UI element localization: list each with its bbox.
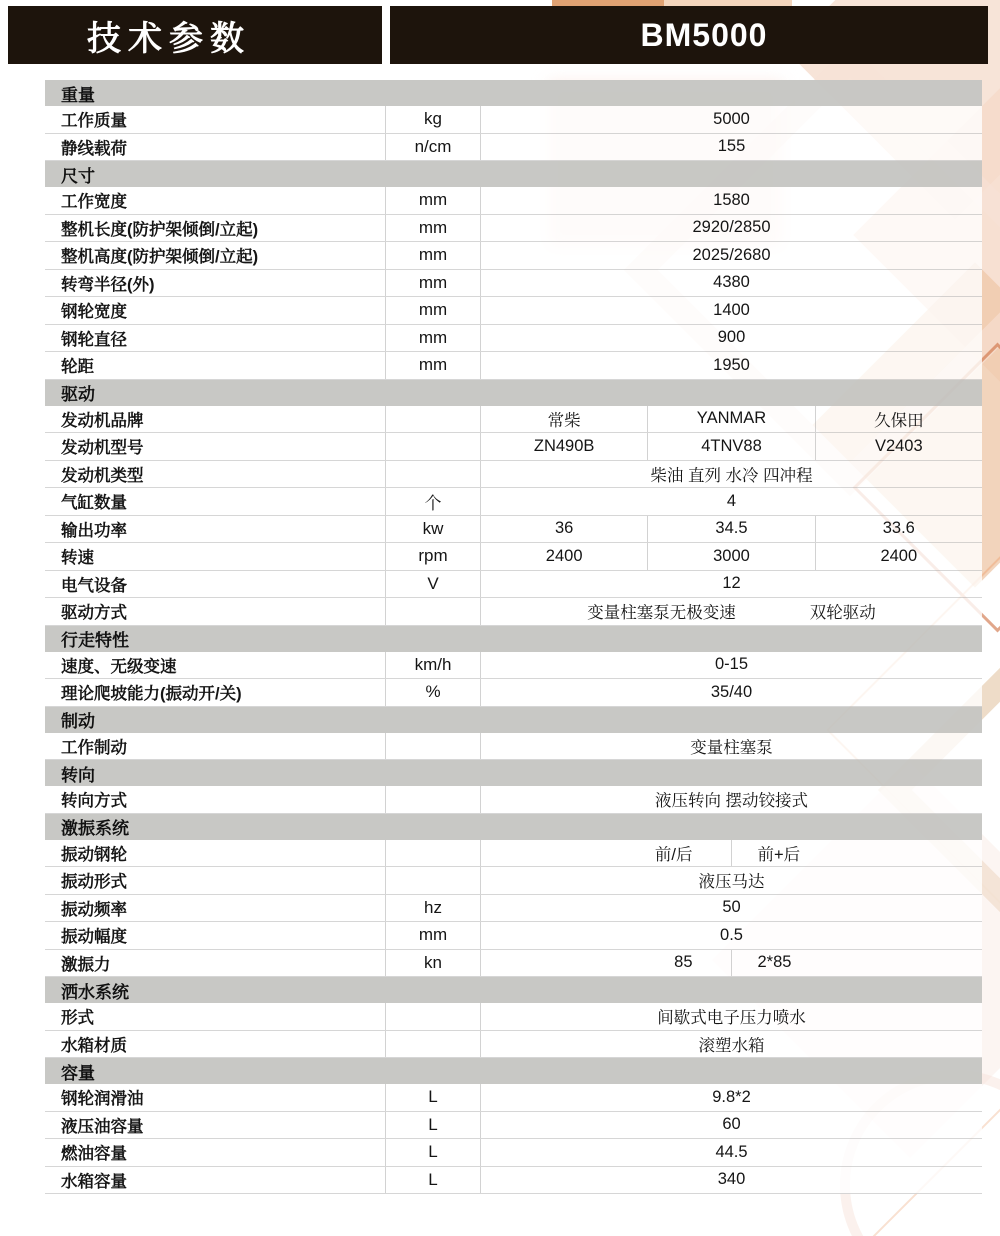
spec-value-col (815, 516, 982, 543)
spec-value (481, 733, 982, 760)
spec-value-text: 33.6 (882, 519, 915, 538)
spec-unit-text: n/cm (414, 136, 452, 156)
spec-label-text: 转向方式 (61, 792, 127, 811)
spec-value-text: 久保田 (874, 411, 924, 430)
spec-value-col (481, 433, 647, 460)
section-title: 尺寸 (61, 166, 95, 186)
spec-value-text: 60 (722, 1115, 741, 1134)
spec-value-text: 50 (722, 898, 741, 917)
spec-unit-text: mm (418, 355, 448, 375)
spec-label (45, 187, 386, 214)
section-header (45, 380, 982, 406)
spec-label (45, 1003, 386, 1030)
section-title: 洒水系统 (61, 982, 129, 1002)
spec-label (45, 652, 386, 679)
spec-unit-text: L (428, 1114, 438, 1134)
spec-unit-text: mm (418, 217, 448, 237)
spec-table (45, 80, 982, 1194)
section-header (45, 977, 982, 1003)
spec-label-text: 形式 (61, 1009, 94, 1028)
spec-value (481, 867, 982, 894)
spec-row (45, 1031, 982, 1059)
spec-row (45, 461, 982, 489)
spec-label-text: 振动钢轮 (61, 845, 127, 864)
spec-value (481, 840, 982, 867)
spec-unit-text: km/h (414, 654, 452, 674)
spec-value (481, 1139, 982, 1166)
spec-label (45, 1167, 386, 1194)
spec-label (45, 270, 386, 297)
spec-label-text: 钢轮润滑油 (61, 1090, 144, 1109)
spec-row (45, 895, 982, 923)
spec-value-text: 1400 (713, 300, 750, 319)
spec-row (45, 1084, 982, 1112)
spec-value-col (647, 543, 814, 570)
spec-value (481, 406, 982, 433)
spec-value-text: 35/40 (710, 682, 753, 701)
spec-label-text: 发动机类型 (61, 466, 144, 485)
spec-unit-text: mm (418, 272, 448, 292)
spec-unit (386, 516, 481, 543)
spec-row (45, 950, 982, 978)
spec-label (45, 134, 386, 161)
spec-unit-text: mm (418, 190, 448, 210)
spec-value-text: 1580 (713, 190, 750, 209)
header-title-box (8, 6, 382, 64)
spec-value (481, 270, 982, 297)
spec-row (45, 840, 982, 868)
spec-value (481, 1003, 982, 1030)
section-title: 制动 (61, 712, 95, 731)
spec-unit (386, 1003, 481, 1030)
spec-value-text: V2403 (874, 436, 923, 455)
spec-row (45, 352, 982, 380)
spec-row (45, 733, 982, 761)
spec-unit (386, 598, 481, 625)
spec-value-text: YANMAR (696, 409, 767, 428)
spec-value-col (647, 406, 814, 433)
spec-unit (386, 571, 481, 598)
spec-label (45, 679, 386, 706)
spec-value-text: 2025/2680 (692, 245, 771, 264)
spec-label (45, 461, 386, 488)
spec-value (481, 598, 982, 625)
spec-value-col (815, 406, 982, 433)
spec-value-text: 12 (722, 574, 741, 593)
spec-value (481, 187, 982, 214)
spec-value-text: 4380 (713, 273, 750, 292)
spec-label-text: 整机长度(防护架倾倒/立起) (61, 220, 259, 239)
spec-value-text: 3000 (713, 546, 750, 565)
spec-label (45, 433, 386, 460)
spec-label-text: 水箱容量 (61, 1172, 127, 1191)
header-model-box (390, 6, 988, 64)
spec-value-text: 1950 (713, 355, 750, 374)
spec-row (45, 652, 982, 680)
spec-label (45, 106, 386, 133)
spec-value (481, 106, 982, 133)
spec-value-col (732, 840, 983, 867)
spec-label-text: 振动幅度 (61, 928, 127, 947)
spec-row (45, 242, 982, 270)
spec-unit (386, 867, 481, 894)
spec-value-text: 2920/2850 (692, 218, 771, 237)
spec-row (45, 187, 982, 215)
section-header (45, 80, 982, 106)
spec-value (481, 543, 982, 570)
spec-row (45, 406, 982, 434)
spec-value (481, 652, 982, 679)
spec-value-col (815, 433, 982, 460)
spec-label (45, 352, 386, 379)
spec-value-text: 5000 (713, 109, 750, 128)
spec-value-text: 柴油 直列 水冷 四冲程 (650, 466, 813, 485)
spec-unit (386, 1167, 481, 1194)
spec-label (45, 543, 386, 570)
spec-value-col (647, 516, 814, 543)
spec-unit-text: mm (418, 925, 448, 945)
spec-label (45, 297, 386, 324)
page-title: 技术参数 (87, 19, 251, 58)
spec-label-text: 钢轮直径 (61, 330, 127, 349)
spec-value (481, 488, 982, 515)
spec-value-text: 34.5 (715, 519, 748, 538)
spec-unit (386, 1031, 481, 1058)
spec-label-text: 工作宽度 (61, 193, 127, 212)
spec-label-text: 气缸数量 (61, 494, 127, 513)
spec-value (481, 1167, 982, 1194)
section-title: 激振系统 (61, 819, 129, 838)
spec-row (45, 215, 982, 243)
spec-value-text: ZN490B (533, 436, 595, 455)
spec-value-text: 9.8*2 (712, 1087, 751, 1106)
spec-label (45, 1139, 386, 1166)
spec-value-text: 间歇式电子压力喷水 (657, 1009, 806, 1028)
spec-unit-text: L (428, 1087, 438, 1107)
spec-value-text: 2400 (880, 546, 918, 565)
spec-row (45, 571, 982, 599)
spec-label (45, 950, 386, 977)
spec-row (45, 106, 982, 134)
spec-value (481, 922, 982, 949)
spec-unit (386, 543, 481, 570)
spec-label-text: 转速 (61, 549, 94, 568)
spec-label-text: 燃油容量 (61, 1145, 127, 1164)
spec-value-text: 前/后 (654, 845, 693, 864)
spec-value (481, 571, 982, 598)
spec-value-text: 变量柱塞泵无极变速 (587, 604, 736, 623)
spec-label-text: 驱动方式 (61, 604, 127, 623)
spec-unit (386, 922, 481, 949)
spec-unit (386, 270, 481, 297)
section-header (45, 161, 982, 187)
spec-unit-text: mm (418, 245, 448, 265)
spec-value-text: 前+后 (757, 845, 801, 864)
spec-label (45, 840, 386, 867)
spec-unit (386, 786, 481, 813)
spec-row (45, 543, 982, 571)
spec-row (45, 1112, 982, 1140)
spec-label (45, 215, 386, 242)
spec-label (45, 598, 386, 625)
spec-value (481, 134, 982, 161)
spec-label-text: 静线载荷 (61, 139, 127, 158)
spec-unit (386, 406, 481, 433)
spec-value-text: 4TNV88 (701, 436, 762, 455)
spec-label (45, 242, 386, 269)
spec-value-text: 0-15 (714, 655, 749, 674)
spec-unit-text: kw (422, 518, 444, 538)
page-header (8, 6, 988, 64)
spec-row (45, 134, 982, 162)
spec-unit (386, 1139, 481, 1166)
spec-unit-text: % (425, 682, 441, 702)
spec-value (481, 679, 982, 706)
spec-value-col (481, 406, 647, 433)
spec-value (481, 895, 982, 922)
spec-label-text: 工作制动 (61, 738, 127, 757)
spec-row (45, 1139, 982, 1167)
section-header (45, 814, 982, 840)
spec-label-text: 转弯半径(外) (61, 275, 155, 294)
spec-value-text: 液压马达 (698, 873, 765, 892)
spec-label (45, 786, 386, 813)
spec-row (45, 922, 982, 950)
spec-label-text: 发动机型号 (61, 439, 144, 458)
spec-value (481, 950, 982, 977)
spec-label-text: 整机高度(防护架倾倒/立起) (61, 248, 259, 267)
spec-unit (386, 134, 481, 161)
spec-value-text: 2*85 (757, 953, 792, 972)
spec-unit (386, 242, 481, 269)
spec-unit (386, 1084, 481, 1111)
spec-unit-text: V (427, 573, 439, 593)
spec-unit (386, 325, 481, 352)
spec-unit-text: L (428, 1142, 438, 1162)
spec-value-text: 滚塑水箱 (698, 1036, 765, 1055)
spec-label-text: 电气设备 (61, 576, 127, 595)
spec-value-text: 155 (717, 137, 746, 156)
spec-value-text: 340 (717, 1170, 746, 1189)
spec-row (45, 679, 982, 707)
spec-label-text: 理论爬坡能力(振动开/关) (61, 685, 242, 704)
spec-label-text: 液压油容量 (61, 1117, 144, 1136)
model-name: BM5000 (640, 16, 768, 53)
spec-label (45, 488, 386, 515)
spec-value-col (481, 543, 647, 570)
spec-row (45, 1003, 982, 1031)
spec-label (45, 867, 386, 894)
spec-row (45, 516, 982, 544)
spec-unit (386, 950, 481, 977)
spec-unit (386, 895, 481, 922)
spec-value (481, 1031, 982, 1058)
spec-value-text: 0.5 (720, 925, 743, 944)
spec-unit (386, 461, 481, 488)
spec-value-text: 85 (674, 953, 693, 972)
spec-row (45, 270, 982, 298)
spec-value-text: 4 (726, 491, 737, 510)
spec-unit-text: kn (424, 952, 442, 972)
spec-label-text: 钢轮宽度 (61, 303, 127, 322)
spec-row (45, 297, 982, 325)
spec-row (45, 433, 982, 461)
spec-value-text: 44.5 (715, 1142, 748, 1161)
spec-label (45, 922, 386, 949)
spec-unit-text: mm (418, 300, 448, 320)
spec-value-text: 900 (717, 328, 746, 347)
section-title: 容量 (61, 1063, 95, 1083)
spec-label-text: 振动频率 (61, 900, 127, 919)
spec-label (45, 895, 386, 922)
spec-row (45, 1167, 982, 1195)
spec-unit (386, 840, 481, 867)
spec-unit (386, 187, 481, 214)
spec-row (45, 488, 982, 516)
spec-unit (386, 215, 481, 242)
spec-value (481, 461, 982, 488)
spec-row (45, 598, 982, 626)
spec-label-text: 工作质量 (61, 112, 127, 131)
spec-unit-text: mm (418, 327, 448, 347)
spec-label (45, 733, 386, 760)
spec-value-col (481, 950, 732, 977)
spec-value-text: 36 (554, 519, 574, 538)
spec-value (481, 1084, 982, 1111)
spec-unit (386, 1112, 481, 1139)
section-title: 驱动 (61, 385, 95, 404)
section-header (45, 1058, 982, 1084)
spec-value-text: 变量柱塞泵 (690, 738, 773, 757)
spec-unit-text: hz (424, 897, 442, 917)
spec-value (481, 242, 982, 269)
spec-label-text: 输出功率 (61, 521, 127, 540)
spec-value-col (481, 516, 647, 543)
spec-unit (386, 106, 481, 133)
spec-label-text: 速度、无级变速 (61, 657, 177, 676)
spec-label (45, 325, 386, 352)
spec-label (45, 571, 386, 598)
spec-label (45, 516, 386, 543)
spec-value (481, 433, 982, 460)
spec-value-text: 双轮驱动 (809, 604, 876, 623)
section-header (45, 626, 982, 652)
spec-unit (386, 652, 481, 679)
spec-unit (386, 352, 481, 379)
spec-label (45, 1084, 386, 1111)
spec-unit (386, 433, 481, 460)
section-title: 重量 (61, 85, 95, 105)
spec-value (481, 1112, 982, 1139)
spec-row (45, 786, 982, 814)
spec-row (45, 325, 982, 353)
spec-unit-text: rpm (418, 546, 448, 566)
spec-label-text: 振动形式 (61, 873, 127, 892)
spec-unit (386, 679, 481, 706)
spec-unit-text: kg (424, 109, 442, 129)
spec-unit (386, 297, 481, 324)
section-title: 行走特性 (61, 631, 129, 650)
spec-unit (386, 488, 481, 515)
spec-value-col (481, 840, 732, 867)
section-header (45, 760, 982, 786)
spec-value-col (815, 543, 982, 570)
spec-label (45, 1031, 386, 1058)
spec-unit-text: L (428, 1169, 438, 1189)
spec-value (481, 297, 982, 324)
spec-label (45, 406, 386, 433)
section-header (45, 707, 982, 733)
spec-unit-text: 个 (424, 493, 442, 513)
spec-value (481, 516, 982, 543)
spec-value-col (732, 950, 983, 977)
spec-value (481, 786, 982, 813)
spec-row (45, 867, 982, 895)
spec-label-text: 激振力 (61, 955, 111, 974)
spec-label (45, 1112, 386, 1139)
spec-value (481, 325, 982, 352)
spec-value-text: 液压转向 摆动铰接式 (654, 792, 809, 811)
spec-value (481, 215, 982, 242)
spec-value-text: 常柴 (547, 411, 581, 430)
spec-unit (386, 733, 481, 760)
spec-value-text: 2400 (545, 546, 583, 565)
spec-value-col (647, 433, 814, 460)
spec-label-text: 发动机品牌 (61, 411, 144, 430)
spec-label-text: 水箱材质 (61, 1036, 127, 1055)
spec-label-text: 轮距 (61, 358, 94, 377)
section-title: 转向 (61, 765, 95, 785)
spec-value (481, 352, 982, 379)
